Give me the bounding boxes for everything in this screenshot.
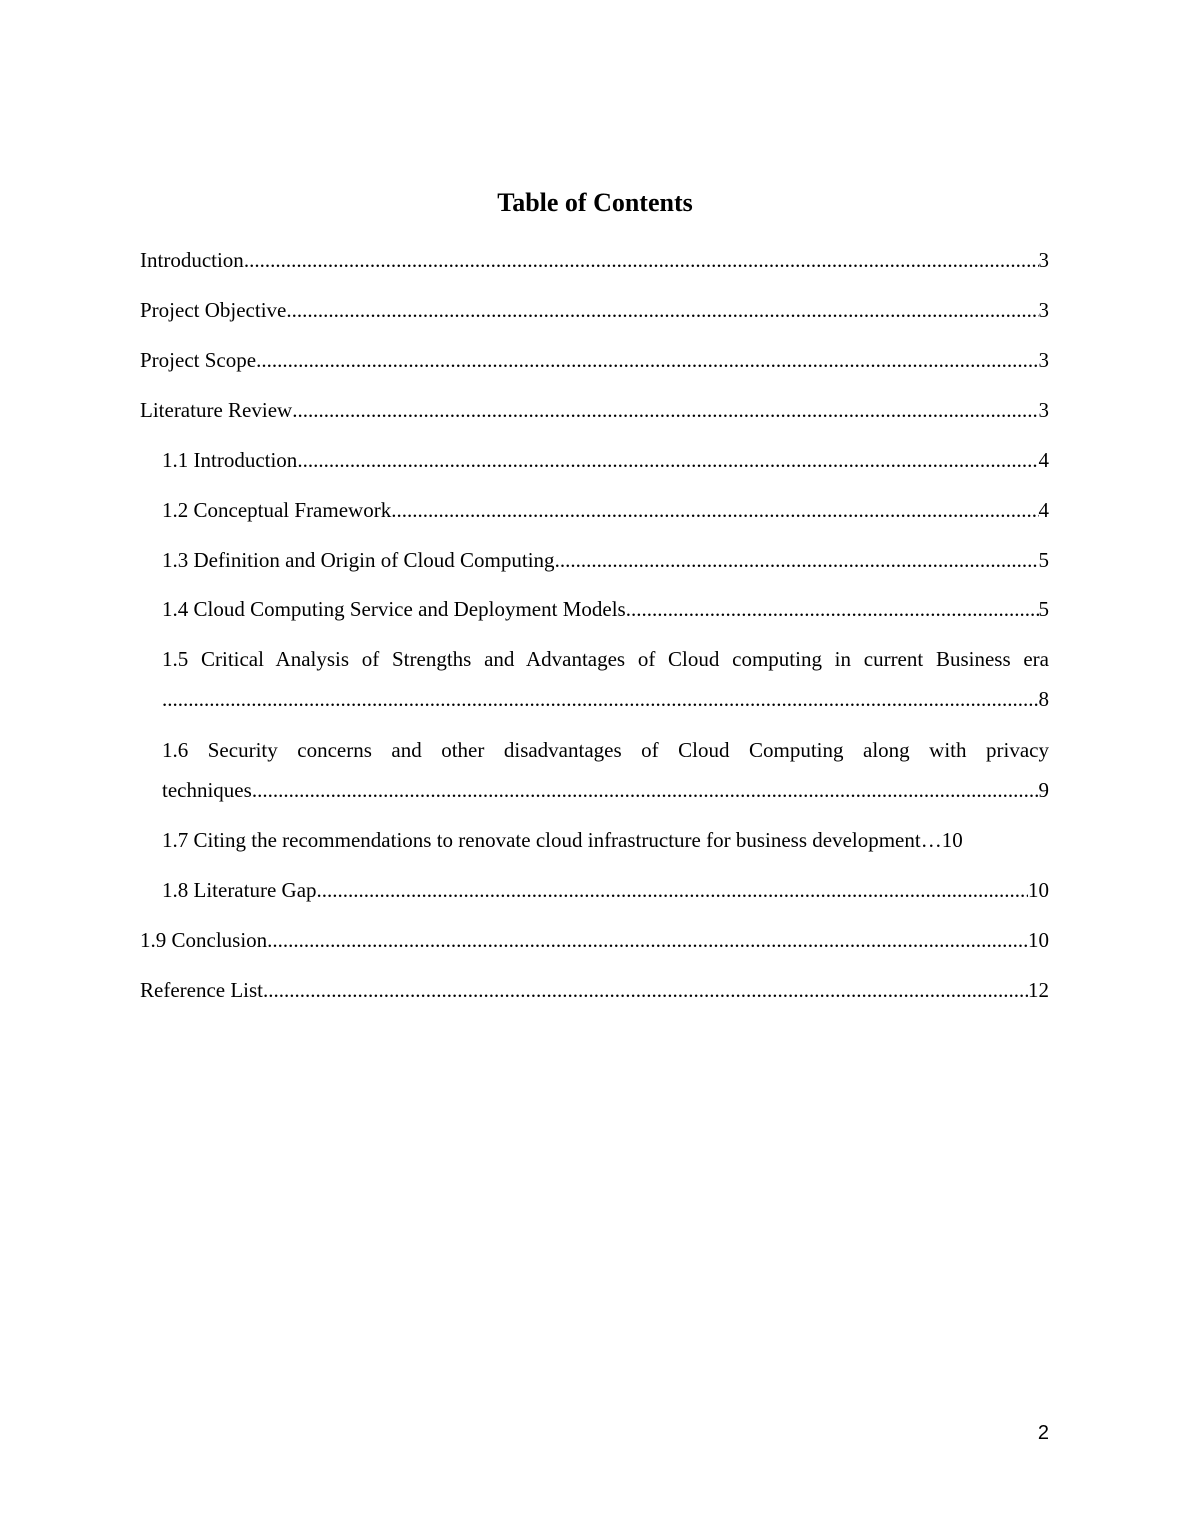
toc-dot-leader bbox=[292, 395, 1038, 425]
toc-entry-label: 1.7 Citing the recommendations to renovate cloud infrastructure for business development… bbox=[162, 828, 942, 852]
toc-dot-leader bbox=[317, 875, 1028, 905]
toc-entry-1-2-conceptual-framework[interactable] bbox=[162, 495, 1049, 525]
toc-entry-1-3-definition-origin[interactable] bbox=[162, 545, 1049, 575]
toc-entry-label: Reference List bbox=[140, 978, 264, 1002]
toc-entry-introduction[interactable] bbox=[140, 245, 1049, 275]
toc-entry-project-objective[interactable] bbox=[140, 295, 1049, 325]
toc-entry-label: 1.6 Security concerns and other disadvantages of Cloud Computing along with privacy bbox=[162, 738, 1049, 762]
toc-dot-leader bbox=[286, 295, 1038, 325]
toc-dot-leader bbox=[244, 245, 1039, 275]
toc-entry-label: 1.4 Cloud Computing Service and Deployment Models bbox=[162, 597, 626, 621]
toc-page-number: 10 bbox=[1028, 878, 1049, 902]
toc-entry-label: 1.1 Introduction bbox=[162, 448, 298, 472]
toc-dot-leader bbox=[297, 445, 1038, 475]
toc-entry-continuation bbox=[162, 775, 1049, 805]
footer-page-number: 2 bbox=[1037, 1422, 1049, 1444]
toc-entry-label: 1.8 Literature Gap bbox=[162, 878, 317, 902]
toc-entry-1-4-service-deployment-models[interactable] bbox=[162, 594, 1049, 624]
toc-dot-leader bbox=[252, 775, 1039, 805]
toc-page-number: 9 bbox=[1038, 778, 1049, 802]
toc-entry-label: 1.3 Definition and Origin of Cloud Computing bbox=[162, 548, 555, 572]
toc-entry-1-7-recommendations[interactable] bbox=[162, 825, 1049, 855]
toc-dot-leader bbox=[256, 345, 1038, 375]
toc-dot-leader bbox=[555, 545, 1039, 575]
toc-page-number: 10 bbox=[941, 828, 963, 852]
page-title: Table of Contents bbox=[497, 188, 693, 217]
toc-page-number: 3 bbox=[1038, 248, 1049, 272]
toc-dot-leader bbox=[391, 495, 1038, 525]
toc-entry-reference-list[interactable] bbox=[140, 975, 1049, 1005]
toc-page-number: 3 bbox=[1038, 398, 1049, 422]
toc-entry-label-continued: techniques bbox=[162, 778, 252, 802]
toc-page-number: 12 bbox=[1028, 978, 1049, 1002]
toc-entry-label: Literature Review bbox=[140, 398, 293, 422]
toc-page-number: 3 bbox=[1038, 348, 1049, 372]
toc-entry-1-1-introduction[interactable] bbox=[162, 445, 1049, 475]
toc-entry-literature-review[interactable] bbox=[140, 395, 1049, 425]
toc-dot-leader bbox=[626, 594, 1039, 624]
toc-entry-label: Project Objective bbox=[140, 298, 287, 322]
toc-page-number: 3 bbox=[1038, 298, 1049, 322]
toc-entry-1-5-critical-analysis[interactable] bbox=[162, 644, 1049, 714]
toc-entry-label: 1.2 Conceptual Framework bbox=[162, 498, 392, 522]
toc-entry-1-8-literature-gap[interactable] bbox=[162, 875, 1049, 905]
toc-dot-leader bbox=[267, 925, 1028, 955]
toc-page-number: 5 bbox=[1038, 597, 1049, 621]
toc-dot-leader bbox=[263, 975, 1028, 1005]
toc-dot-leader bbox=[162, 684, 1039, 714]
toc-page-number: 4 bbox=[1038, 448, 1049, 472]
toc-page-number: 4 bbox=[1038, 498, 1049, 522]
toc-entry-1-6-security-concerns[interactable] bbox=[162, 735, 1049, 805]
toc-page-number: 5 bbox=[1038, 548, 1049, 572]
toc-entry-label: Project Scope bbox=[140, 348, 257, 372]
toc-entry-continuation bbox=[162, 684, 1049, 714]
toc-entry-project-scope[interactable] bbox=[140, 345, 1049, 375]
toc-entry-label: Introduction bbox=[140, 248, 244, 272]
toc-page-number: 10 bbox=[1028, 928, 1049, 952]
toc-entry-label: 1.5 Critical Analysis of Strengths and Advantages of Cloud computing in current Business era bbox=[162, 647, 1049, 671]
toc-entry-label: 1.9 Conclusion bbox=[140, 928, 268, 952]
toc-page-number: 8 bbox=[1038, 687, 1049, 711]
toc-entry-1-9-conclusion[interactable] bbox=[140, 925, 1049, 955]
